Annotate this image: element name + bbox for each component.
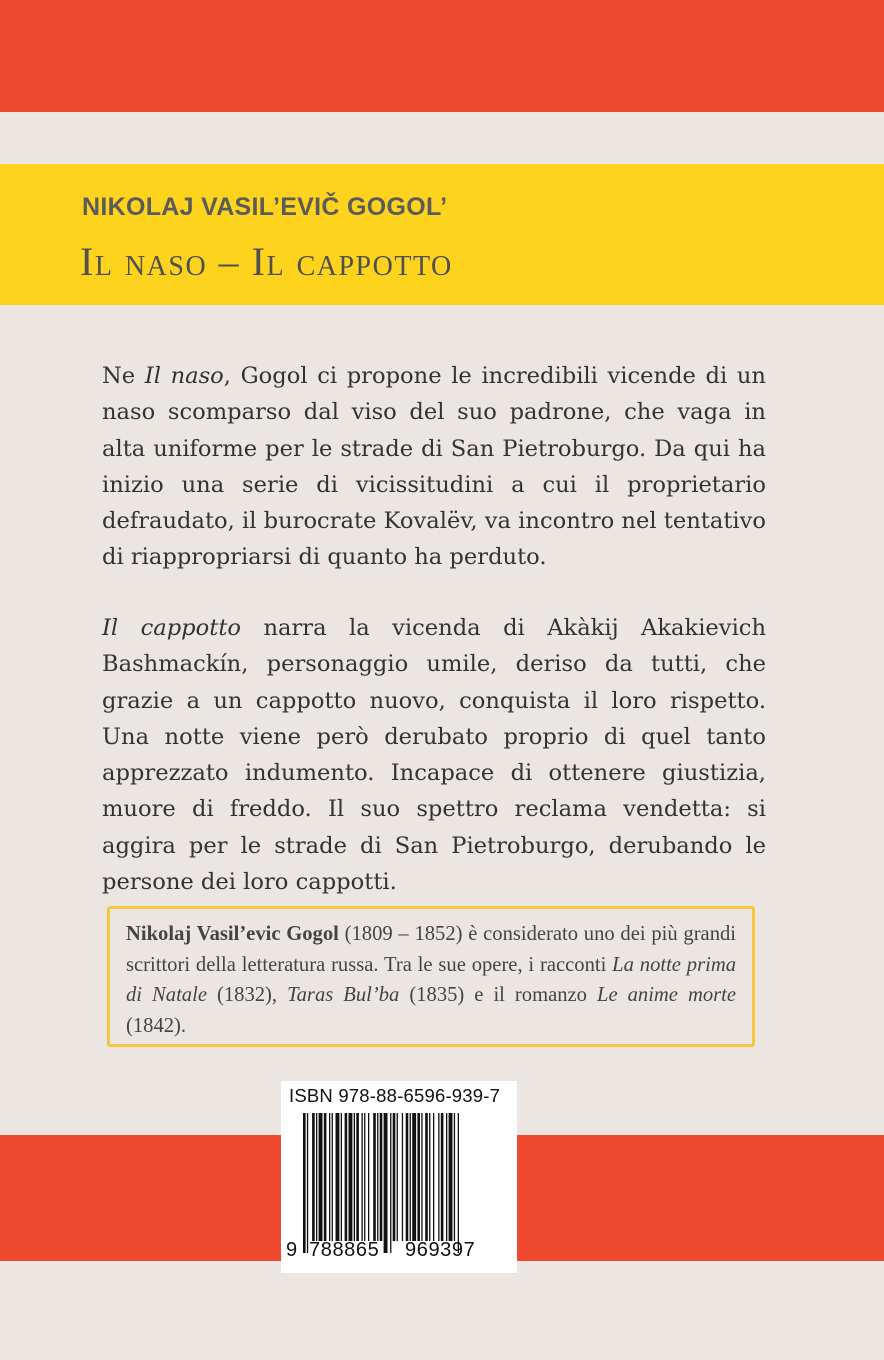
barcode-bar <box>406 1113 409 1241</box>
barcode-bar <box>417 1113 420 1241</box>
isbn-text: ISBN 978-88-6596-939-7 <box>289 1085 501 1106</box>
barcode-bar <box>380 1113 383 1241</box>
barcode-bar <box>349 1113 353 1241</box>
barcode-bar <box>341 1113 342 1241</box>
barcode-bar <box>377 1113 378 1241</box>
barcode-digit-first: 9 <box>286 1239 298 1261</box>
synopsis-paragraph-overcoat: Il cappotto narra la vicenda di Akàkij Akakievich Bashmackín, personaggio umile, deriso da tutti, che grazie a un cappotto nuovo, conquista il loro rispetto. Una notte viene però derubato proprio di quel tanto apprezzato indumento. Incapace di ottenere giustizia, muore di freddo. Il suo spettro reclama vendetta: si aggira per le strade di San Pietroburgo, derubando le persone dei loro cappotti. <box>102 615 766 896</box>
barcode-bar <box>312 1113 315 1241</box>
author-bio-box: Nikolaj Vasil’evic Gogol (1809 – 1852) è considerato uno dei più grandi scrittori della letteratura russa. Tra le sue opere, i racconti La notte prima di Natale (1832), Taras Bul’ba (1835) e il romanzo Le anime morte (1842). <box>107 906 755 1047</box>
barcode-bar <box>449 1113 453 1241</box>
barcode-bar <box>356 1113 359 1241</box>
barcode-digits-right: 969397 <box>405 1239 476 1261</box>
author-name: NIKOLAJ VASIL’EVIČ GOGOL’ <box>82 193 448 221</box>
barcode-bar <box>336 1113 340 1241</box>
barcode-bar <box>329 1113 330 1241</box>
barcode-bar <box>324 1113 327 1241</box>
barcode-bar <box>373 1113 376 1241</box>
barcode-bar <box>433 1113 434 1241</box>
barcode-bar <box>454 1113 455 1241</box>
barcode-bar <box>441 1113 444 1241</box>
barcode-bar <box>397 1113 398 1241</box>
barcode-bar <box>425 1113 428 1241</box>
barcode-bar <box>390 1113 391 1253</box>
barcode-bar <box>364 1113 365 1241</box>
barcode-bar <box>402 1113 403 1241</box>
barcode-bar <box>446 1113 447 1241</box>
barcode-bar <box>429 1113 430 1241</box>
barcode-bar <box>362 1113 363 1241</box>
bio-author-name: Nikolaj Vasil’evic Gogol <box>126 923 339 945</box>
barcode-bar <box>307 1113 308 1253</box>
barcode-bar <box>410 1113 411 1241</box>
barcode-digits-left: 788865 <box>309 1239 380 1261</box>
barcode-label <box>281 1081 517 1273</box>
book-title: Il naso – Il cappotto <box>80 239 453 284</box>
barcode-bar <box>354 1113 355 1241</box>
barcode-bar <box>345 1113 348 1241</box>
barcode-bar <box>458 1113 459 1253</box>
barcode-bar <box>438 1113 439 1241</box>
barcode-bar <box>332 1113 333 1241</box>
barcode-bar <box>393 1113 396 1241</box>
synopsis-paragraph-nose: Ne Il naso, Gogol ci propone le incredibili vicende di un naso scomparso dal viso del suo padrone, che vaga in alta uniforme per le strade di San Pietroburgo. Da qui ha inizio una serie di vicissitudini a cui il proprietario defraudato, il burocrate Kovalëv, va incontro nel tentativo di riappropriarsi di quanto ha perduto. <box>102 363 766 571</box>
barcode-bar <box>412 1113 416 1241</box>
barcode-bar <box>384 1113 388 1253</box>
barcode-bar <box>368 1113 369 1241</box>
barcode-bar <box>319 1113 323 1241</box>
barcode-bar <box>316 1113 317 1241</box>
top-red-band <box>0 0 884 112</box>
barcode-bar <box>303 1113 306 1253</box>
barcode-bar <box>421 1113 422 1241</box>
